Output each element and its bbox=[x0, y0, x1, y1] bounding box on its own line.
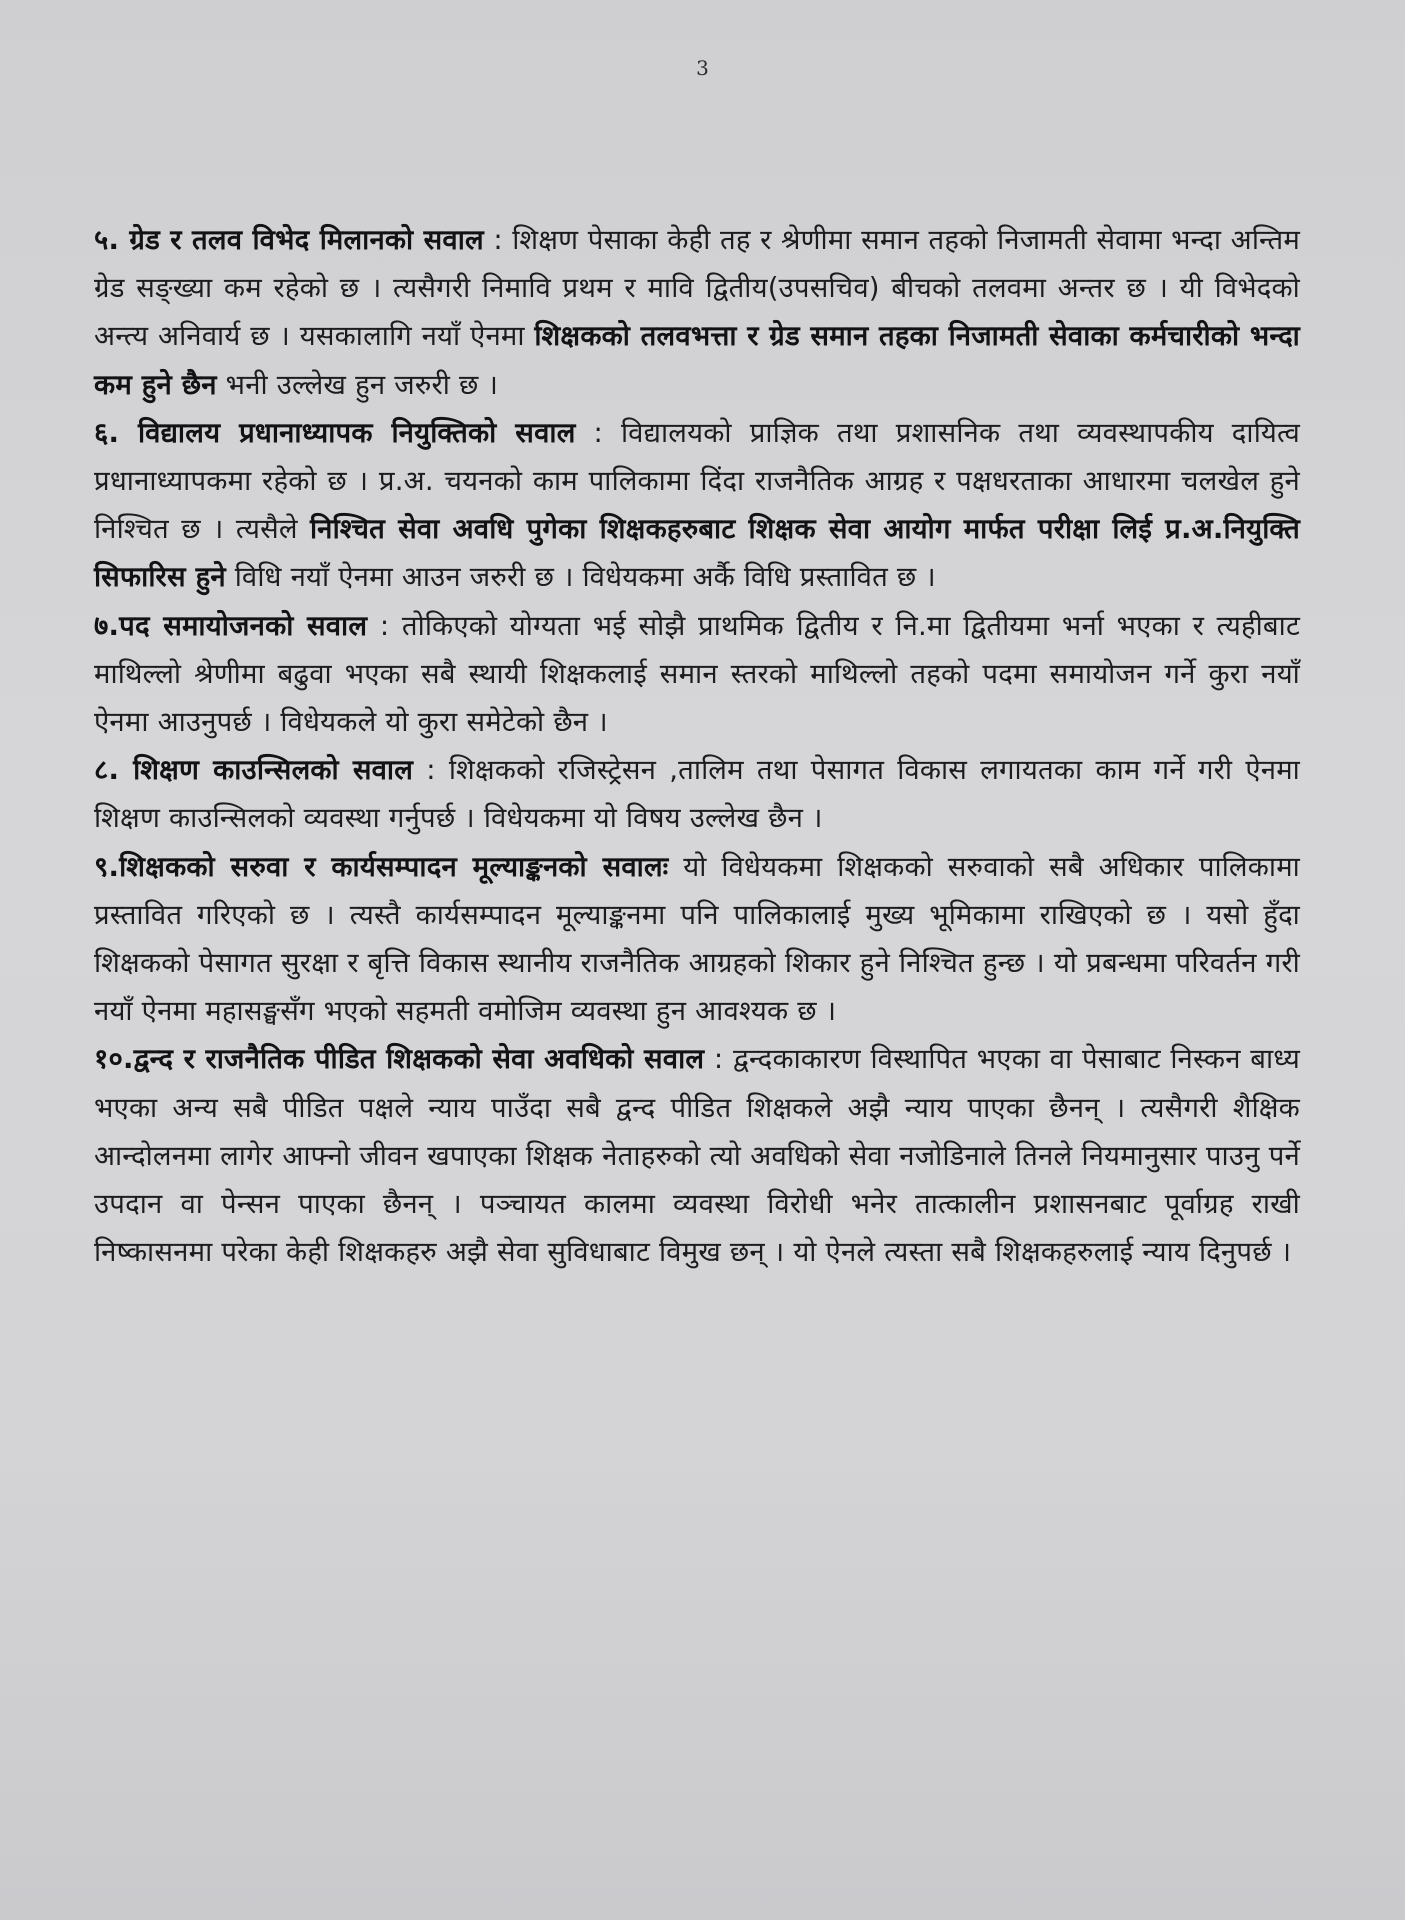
heading-separator: : bbox=[367, 609, 402, 642]
section-text: शिक्षण पेसाका केही तह र श्रेणीमा समान तहको निजामती सेवामा भन्दा अन्तिम ग्रेड सङ्ख्या कम रहेको छ । त्यसैगरी निमावि प्रथम र मावि द्वितीय(उपसचिव) बीचको तलवमा अन्तर छ । यी विभेदको अन्त्य अनिवार्य छ । यसकालागि नयाँ ऐनमा bbox=[94, 224, 1300, 353]
section-heading: १०.द्वन्द र राजनैतिक पीडित शिक्षकको सेवा अवधिको सवाल bbox=[94, 1043, 705, 1076]
section-heading: ७.पद समायोजनको सवाल bbox=[94, 609, 368, 642]
section-post-adjustment bbox=[94, 602, 1300, 747]
section-text: तोकिएको योग्यता भई सोझै प्राथमिक द्वितीय र नि.मा द्वितीयमा भर्ना भएका र त्यहीबाट माथिल्लो श्रेणीमा बढुवा भएका सबै स्थायी शिक्षकलाई समान स्तरको माथिल्लो तहको पदमा समायोजन गर्ने कुरा नयाँ ऐनमा आउनुपर्छ । विधेयकले यो कुरा समेटेको छैन । bbox=[94, 609, 1300, 739]
section-conflict-victims bbox=[94, 1035, 1300, 1276]
section-text-tail: भनी उल्लेख हुन जरुरी छ । bbox=[216, 368, 499, 401]
section-text: शिक्षकको रजिस्ट्रेसन ,तालिम तथा पेसागत विकास लगायतका काम गर्ने गरी ऐनमा शिक्षण काउन्सिलको व्यवस्था गर्नुपर्छ । विधेयकमा यो विषय उल्लेख छैन । bbox=[94, 754, 1300, 835]
section-heading: ८. शिक्षण काउन्सिलको सवाल bbox=[94, 754, 414, 787]
section-heading: ६. विद्यालय प्रधानाध्यापक नियुक्तिको सवाल bbox=[94, 416, 576, 449]
document-body bbox=[94, 216, 1300, 1276]
section-heading: ५. ग्रेड र तलव विभेद मिलानको सवाल bbox=[94, 224, 484, 256]
section-teaching-council bbox=[94, 746, 1300, 842]
section-emphasis: शिक्षकको तलवभत्ता र ग्रेड समान तहका निजामती सेवाका कर्मचारीको भन्दा कम हुने छैन bbox=[94, 320, 1300, 401]
page-number: 3 bbox=[696, 56, 709, 80]
heading-separator: : bbox=[483, 224, 513, 256]
heading-separator: : bbox=[704, 1043, 733, 1076]
heading-separator: : bbox=[575, 416, 622, 449]
section-headteacher-appointment bbox=[94, 409, 1300, 602]
section-emphasis: निश्चित सेवा अवधि पुगेका शिक्षकहरुबाट शिक्षक सेवा आयोग मार्फत परीक्षा लिई प्र.अ.नियुक्ति सिफारिस हुने bbox=[94, 513, 1300, 594]
section-text-tail: विधि नयाँ ऐनमा आउन जरुरी छ । विधेयकमा अर्कै विधि प्रस्तावित छ । bbox=[225, 561, 936, 594]
section-transfer-evaluation bbox=[94, 843, 1300, 1036]
section-grade-salary bbox=[94, 216, 1300, 409]
heading-separator: : bbox=[413, 754, 449, 787]
section-text: विद्यालयको प्राज्ञिक तथा प्रशासनिक तथा व्यवस्थापकीय दायित्व प्रधानाध्यापकमा रहेको छ । प्र.अ. चयनको काम पालिकामा दिंदा राजनैतिक आग्रह र पक्षधरताका आधारमा चलखेल हुने निश्चित छ । त्यसैले bbox=[94, 416, 1300, 546]
heading-separator bbox=[668, 851, 683, 883]
section-text: यो विधेयकमा शिक्षकको सरुवाको सबै अधिकार पालिकामा प्रस्तावित गरिएको छ । त्यस्तै कार्यसम्पादन मूल्याङ्कनमा पनि पालिकालाई मुख्य भूमिकामा राखिएको छ । यसो हुँदा शिक्षकको पेसागत सुरक्षा र बृत्ति विकास स्थानीय राजनैतिक आग्रहको शिकार हुने निश्चित हुन्छ । यो प्रबन्धमा परिवर्तन गरी नयाँ ऐनमा महासङ्घसँग भएको सहमती वमोजिम व्यवस्था हुन आवश्यक छ । bbox=[94, 850, 1300, 1028]
section-heading: ९.शिक्षकको सरुवा र कार्यसम्पादन मूल्याङ्कनको सवालः bbox=[94, 850, 669, 883]
section-text: द्वन्दकाकारण विस्थापित भएका वा पेसाबाट निस्कन बाध्य भएका अन्य सबै पीडित पक्षले न्याय पाउँदा सबै द्वन्द पीडित शिक्षकले अझै न्याय पाएका छैनन् । त्यसैगरी शैक्षिक आन्दोलनमा लागेर आफ्नो जीवन खपाएका शिक्षक नेताहरुको त्यो अवधिको सेवा नजोडिनाले तिनले नियमानुसार पाउनु पर्ने उपदान वा पेन्सन पाएका छैनन् । पञ्चायत कालमा व्यवस्था विरोधी भनेर तात्कालीन प्रशासनबाट पूर्वाग्रह राखी निष्कासनमा परेका केही शिक्षकहरु अझै सेवा सुविधाबाट विमुख छन् । यो ऐनले त्यस्ता सबै शिक्षकहरुलाई न्याय दिनुपर्छ । bbox=[94, 1043, 1300, 1269]
